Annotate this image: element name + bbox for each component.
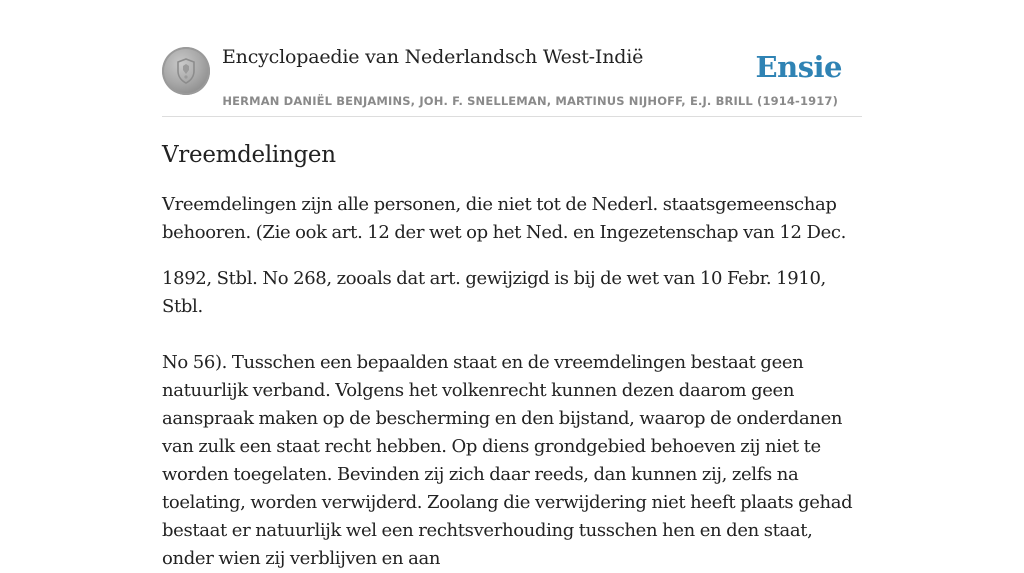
entry-title: Vreemdelingen <box>162 142 336 168</box>
brand-logo[interactable]: Ensie <box>755 50 842 84</box>
paragraph: 1892, Stbl. No 268, zooals dat art. gewijzigd is bij de wet van 10 Febr. 1910, Stbl. <box>162 268 826 317</box>
book-title[interactable]: Encyclopaedie van Nederlandsch West-Indië <box>222 46 644 68</box>
credits-line: HERMAN DANIËL BENJAMINS, JOH. F. SNELLEMAN, MARTINUS NIJHOFF, E.J. BRILL (1914-1917) <box>222 94 838 108</box>
content-column <box>162 0 862 573</box>
paragraph: No 56). Tusschen een bepaalden staat en de vreemdelingen bestaat geen natuurlijk verband. Volgens het volkenrecht kunnen dezen daarom geen aanspraak maken op de bescherming en den bijstand, waarop de onderdanen van zulk een staat recht hebben. Op diens grondgebied behoeven zij niet te worden toegelaten. Bevinden zij zich daar reeds, dan kunnen zij, zelfs na toelating, worden verwijderd. Zoolang die verwijdering niet heeft plaats gehad bestaat er natuurlijk wel een rechtsverhouding tusschen hen en den staat, onder wien zij verblijven en aan <box>162 352 853 569</box>
paragraph: Vreemdelingen zijn alle personen, die niet tot de Nederl. staatsgemeenschap behooren. (Zie ook art. 12 der wet op het Ned. en Ingezetenschap van 12 Dec. <box>162 194 846 243</box>
coin-seal-icon[interactable] <box>162 47 210 95</box>
header <box>162 0 862 117</box>
